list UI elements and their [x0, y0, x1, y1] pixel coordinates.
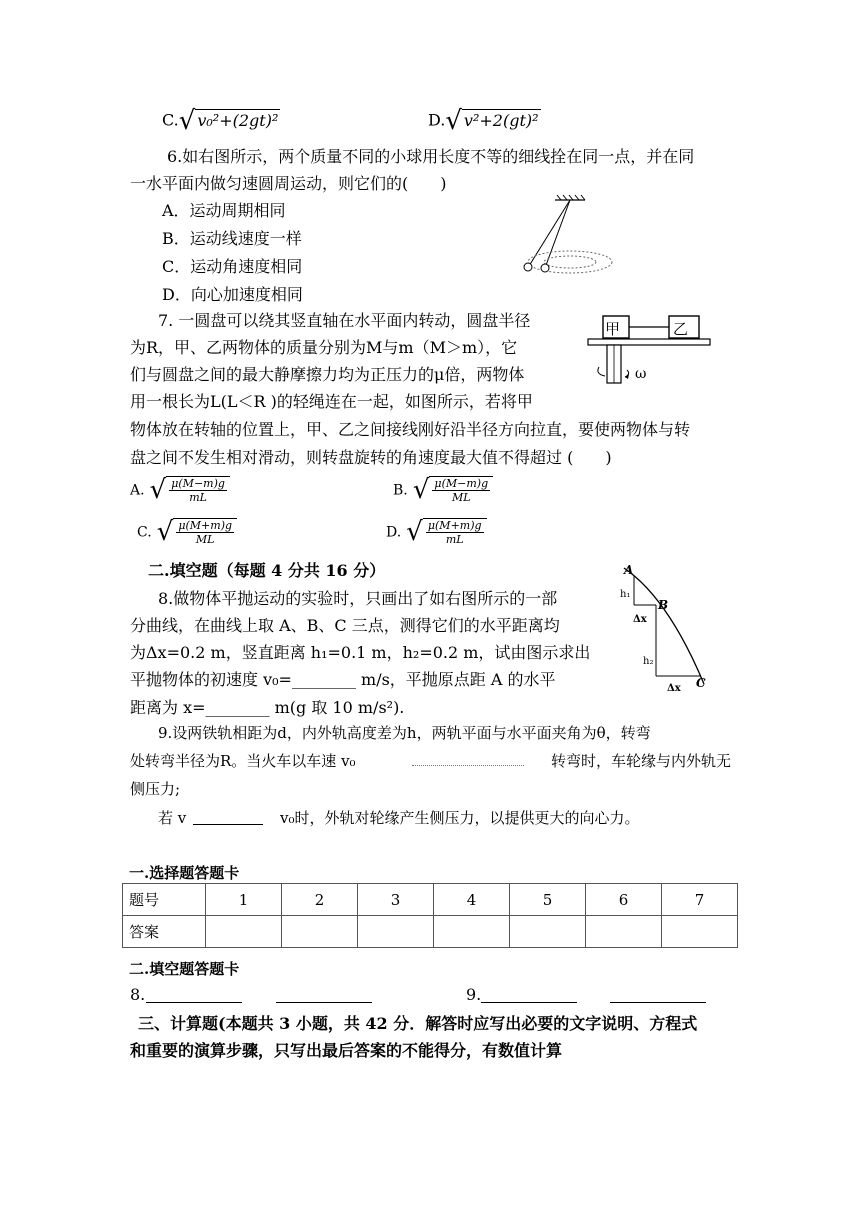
- q9-line4a: 若 v: [158, 809, 187, 827]
- q9-line3: 侧压力;: [130, 780, 181, 798]
- q5-option-d: [428, 108, 541, 134]
- answer-cell[interactable]: [434, 916, 510, 948]
- answer-card2-q9-blank-1[interactable]: [481, 985, 577, 1003]
- q7-option-a-label: A.: [130, 482, 145, 499]
- q7-option-a-fraction: [166, 476, 230, 504]
- q6-option-a: A．运动周期相同: [162, 201, 286, 220]
- answer-card1-number: 7: [662, 884, 738, 916]
- q7-option-c: [137, 518, 237, 546]
- curve-h2-label: h₂: [643, 656, 654, 667]
- turntable-label-jia: 甲: [605, 320, 621, 338]
- turntable-label-yi: 乙: [673, 320, 689, 338]
- q7-line1: 7. 一圆盘可以绕其竖直轴在水平面内转动，圆盘半径: [158, 311, 531, 330]
- sqrt-icon: √: [445, 106, 462, 136]
- q5-option-d-label: D.: [428, 110, 446, 130]
- section2-title: 二.填空题（每题 4 分共 16 分）: [148, 561, 386, 580]
- answer-card1-row-answers: [123, 916, 738, 948]
- answer-card1-row1-label: 题号: [123, 884, 206, 916]
- q9-blank-2[interactable]: [193, 808, 263, 825]
- answer-card1-table: [122, 883, 738, 948]
- q6-option-d: D．向心加速度相同: [162, 285, 303, 304]
- answer-cell[interactable]: [662, 916, 738, 948]
- sqrt-icon: √: [156, 517, 174, 547]
- answer-card1-number: 6: [586, 884, 662, 916]
- answer-card1-number: 4: [434, 884, 510, 916]
- q6-stem-line1: 6.如右图所示，两个质量不同的小球用长度不等的细线拴在同一点，并在同: [167, 147, 695, 166]
- q5-option-c: [162, 108, 280, 134]
- q7-option-d-den: mL: [445, 533, 464, 546]
- q8-line3: 为Δx=0.2 m，竖直距离 h₁=0.1 m，h₂=0.2 m，试由图示求出: [130, 643, 591, 662]
- q9-line1: 9.设两铁轨相距为d，内外轨高度差为h，两轨平面与水平面夹角为θ，转弯: [158, 724, 651, 742]
- answer-cell[interactable]: [206, 916, 282, 948]
- sqrt-icon: √: [406, 517, 423, 547]
- answer-card1-number: 5: [510, 884, 586, 916]
- q7-line3: 们与圆盘之间的最大静摩擦力均为正压力的μ倍，两物体: [130, 365, 525, 384]
- q7-option-b-label: B.: [393, 482, 408, 499]
- sqrt-icon: √: [149, 475, 167, 505]
- answer-card1-row-numbers: [123, 884, 738, 916]
- q7-option-a-den: mL: [189, 491, 207, 504]
- answer-card1-number: 3: [358, 884, 434, 916]
- q7-option-b: [393, 476, 493, 504]
- q7-option-b-den: ML: [451, 491, 471, 504]
- q7-line2: 为R，甲、乙两物体的质量分别为M与m（M＞m），它: [130, 338, 518, 357]
- q7-option-c-num: μ(M+m)g: [178, 519, 233, 532]
- q9-line4b: v₀时，外轨对轮缘产生侧压力，以提供更大的向心力。: [280, 809, 640, 827]
- q5-option-d-expr: v²+2(gt)²: [463, 110, 539, 130]
- q7-option-d-fraction: [423, 518, 487, 546]
- q7-option-a-num: μ(M−m)g: [171, 477, 225, 490]
- q7-option-d-num: μ(M+m)g: [427, 519, 482, 532]
- q7-option-b-num: μ(M−m)g: [434, 477, 489, 490]
- answer-cell[interactable]: [586, 916, 662, 948]
- curve-point-b-label: B: [658, 598, 669, 612]
- q7-option-c-label: C.: [137, 524, 152, 541]
- q8-line1: 8.做物体平抛运动的实验时，只画出了如右图所示的一部: [158, 589, 558, 608]
- answer-card1-row2-label: 答案: [123, 916, 206, 948]
- q7-option-a: [130, 476, 230, 504]
- q5-option-c-expr: v₀²+(2gt)²: [197, 110, 279, 130]
- q7-line4: 用一根长为L(L＜R )的轻绳连在一起，如图所示，若将甲: [130, 392, 533, 411]
- answer-cell[interactable]: [358, 916, 434, 948]
- q7-option-b-fraction: [429, 476, 493, 504]
- sqrt-icon: √: [412, 475, 430, 505]
- curve-point-a-label: A: [624, 563, 634, 577]
- q7-option-c-fraction: [173, 518, 237, 546]
- curve-dx1-label: Δx: [633, 614, 647, 625]
- section3-line1: 三、计算题(本题共 3 小题，共 42 分．解答时应写出必要的文字说明、方程式: [138, 1014, 698, 1033]
- answer-card1-number: 2: [282, 884, 358, 916]
- sqrt-icon: √: [178, 106, 196, 136]
- answer-cell[interactable]: [282, 916, 358, 948]
- answer-card1-title: 一.选择题答题卡: [129, 864, 240, 882]
- q7-line6: 盘之间不发生相对滑动，则转盘旋转的角速度最大值不得超过 ( ): [130, 448, 612, 467]
- curve-h1-label: h₁: [620, 589, 631, 600]
- answer-card2-q9-blank-2[interactable]: [610, 985, 706, 1003]
- q9-line2a: 处转弯半径为R。当火车以车速 v₀: [130, 752, 356, 770]
- answer-card2-title: 二.填空题答题卡: [129, 960, 240, 978]
- answer-card2-q8-label: 8.: [130, 985, 146, 1004]
- answer-card2-q8-blank-1[interactable]: [146, 985, 242, 1003]
- answer-card2-q8-blank-2[interactable]: [276, 985, 372, 1003]
- answer-card2-q9-label: 9.: [466, 985, 482, 1004]
- q9-line2b: 转弯时，车轮缘与内外轨无: [551, 752, 732, 770]
- answer-card1-number: 1: [206, 884, 282, 916]
- q9-blank-1[interactable]: [412, 748, 524, 766]
- q7-option-d-label: D.: [386, 524, 402, 541]
- curve-dx2-label: Δx: [667, 683, 681, 694]
- q6-option-b: B．运动线速度一样: [162, 229, 302, 248]
- q8-line2: 分曲线，在曲线上取 A、B、C 三点，测得它们的水平距离均: [130, 616, 560, 635]
- section3-line2: 和重要的演算步骤，只写出最后答案的不能得分，有数值计算: [130, 1041, 563, 1060]
- q6-stem-line2: 一水平面内做匀速圆周运动，则它们的( ): [130, 174, 447, 193]
- q7-option-c-den: ML: [195, 533, 215, 546]
- q6-option-c: C．运动角速度相同: [162, 257, 303, 276]
- answer-cell[interactable]: [510, 916, 586, 948]
- q8-line4: 平抛物体的初速度 v₀=________ m/s，平抛原点距 A 的水平: [130, 670, 556, 689]
- conical-pendulum-figure: [515, 192, 615, 282]
- q5-option-c-label: C.: [162, 110, 179, 130]
- q8-line5: 距离为 x=________ m(g 取 10 m/s²).: [130, 698, 405, 717]
- q7-line5: 物体放在转轴的位置上，甲、乙之间接线刚好沿半径方向拉直，要使两物体与转: [130, 420, 691, 439]
- turntable-label-omega: ω: [635, 366, 647, 382]
- curve-point-c-label: C: [696, 676, 706, 690]
- q7-option-d: [386, 518, 487, 546]
